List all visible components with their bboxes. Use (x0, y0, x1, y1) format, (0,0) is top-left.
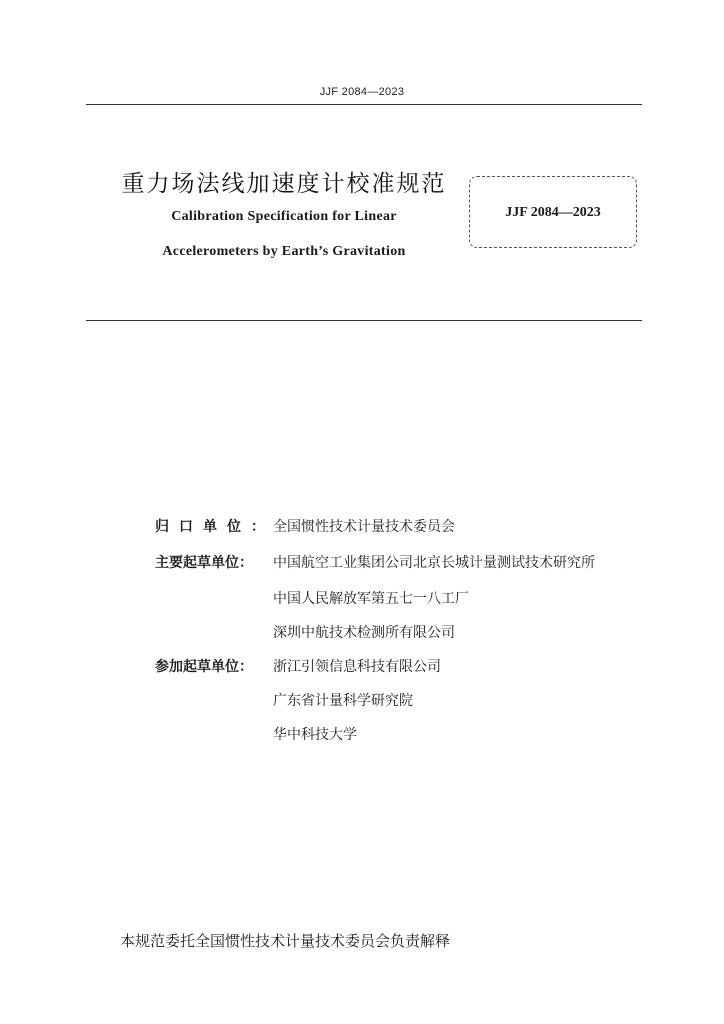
standard-code-box (469, 176, 637, 248)
header-standard-code: JJF 2084—2023 (319, 86, 405, 98)
responsible-unit-label: 归口单位： (155, 519, 275, 535)
responsible-unit-value: 全国惯性技术计量技术委员会 (273, 519, 455, 535)
participating-drafter-1: 浙江引领信息科技有限公司 (273, 659, 441, 675)
interpretation-note: 本规范委托全国惯性技术计量技术委员会负责解释 (120, 932, 451, 950)
participating-drafter-2: 广东省计量科学研究院 (273, 693, 413, 709)
participating-drafters-label: 参加起草单位： (155, 659, 253, 675)
main-drafter-1: 中国航空工业集团公司北京长城计量测试技术研究所 (273, 555, 595, 571)
main-drafter-3: 深圳中航技术检测所有限公司 (273, 625, 455, 641)
main-drafters-label: 主要起草单位： (155, 555, 253, 571)
title-english-line2: Accelerometers by Earth’s Gravitation (162, 244, 406, 259)
title-english-line1: Calibration Specification for Linear (171, 209, 397, 224)
standard-code: JJF 2084—2023 (505, 205, 601, 220)
top-divider (86, 104, 642, 105)
main-drafter-2: 中国人民解放军第五七一八工厂 (273, 591, 469, 607)
middle-divider (86, 320, 642, 321)
participating-drafter-3: 华中科技大学 (273, 727, 357, 743)
title-chinese: 重力场法线加速度计校准规范 (121, 171, 447, 197)
